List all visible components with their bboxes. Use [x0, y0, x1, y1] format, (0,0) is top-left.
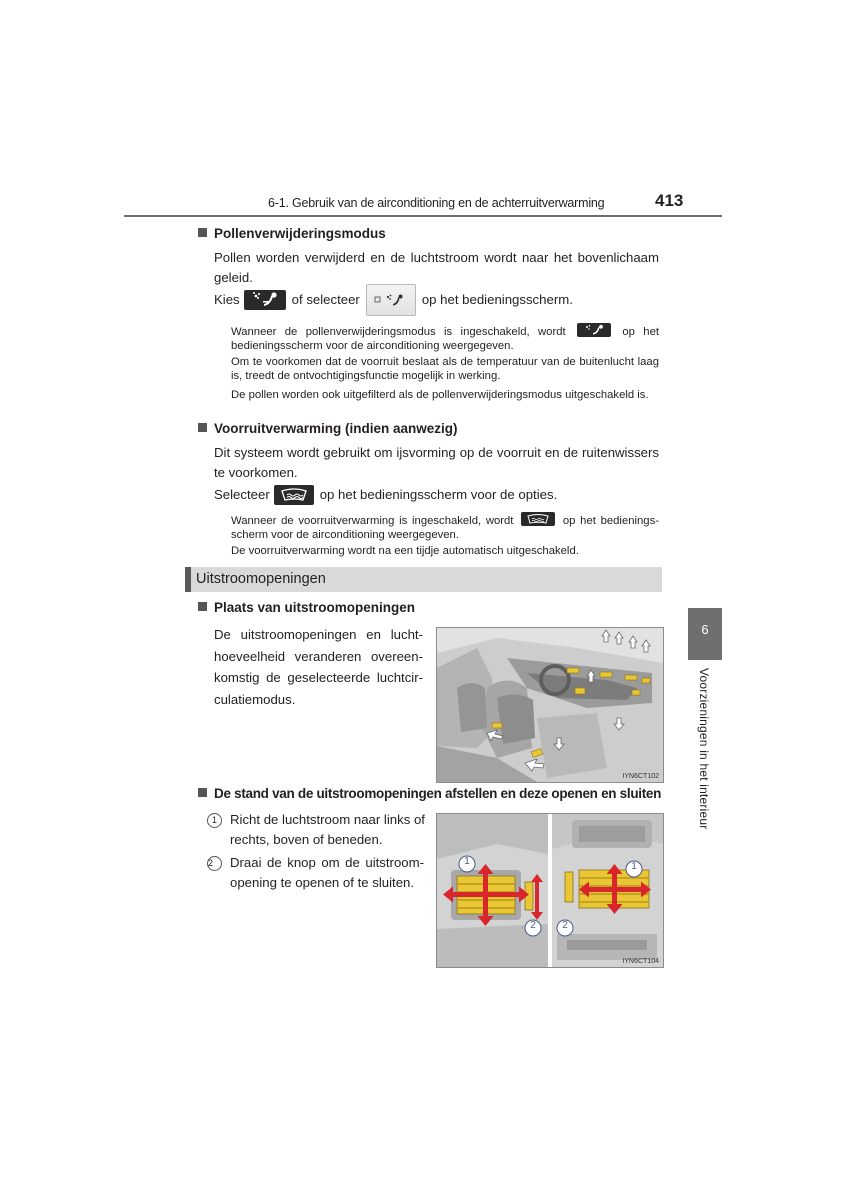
pollen-mode-indicator-icon	[577, 323, 611, 337]
bullet-square-icon	[198, 602, 207, 611]
figure-code-2: IYN6CT104	[622, 958, 659, 965]
vents-location-heading: Plaats van uitstroomopeningen	[198, 600, 415, 615]
windshield-paragraph: Dit systeem wordt gebruikt om ijsvorming op de voorruit en de ruitenwissers te voorkomen.	[214, 445, 659, 480]
callout-1-left: 1	[464, 856, 470, 867]
vents-step-1: 1 Richt de luchtstroom naar links of rechts, boven of beneden.	[207, 810, 427, 849]
pollen-heading: Pollenverwijderingsmodus	[198, 226, 386, 241]
chapter-tab-number: 6	[701, 622, 709, 637]
pollen-note-2: Om te voorkomen dat de voorruit beslaat als de temperatuur van de buitenlucht laag is, treedt de ontvochtigingsfunctie mogelijk in werking.	[231, 356, 659, 382]
pollen-note-3: De pollen worden ook uitgefilterd als de pollenverwijderingsmodus uitgeschakeld is.	[231, 389, 649, 401]
step-2-marker: 2	[207, 856, 222, 871]
pollen-select-line: Kies of selecteer op het bedieningsscherm.	[214, 284, 664, 316]
header-rule	[124, 215, 722, 217]
vents-adjust-heading: De stand van de uitstroomopeningen afstellen en deze openen en sluiten	[198, 786, 661, 801]
cabin-vents-illustration	[436, 627, 664, 783]
page-number: 413	[655, 191, 684, 210]
callout-2-left: 2	[530, 920, 536, 931]
figure-code-1: IYN6CT102	[622, 773, 659, 780]
windshield-note-2: De voorruitverwarming wordt na een tijdje automatisch uitgeschakeld.	[231, 545, 579, 557]
windshield-deicer-icon	[274, 485, 314, 505]
bullet-square-icon	[198, 228, 207, 237]
chapter-side-label: Voorzieningen in het interieur	[697, 668, 711, 830]
bullet-square-icon	[198, 423, 207, 432]
callout-2-right: 2	[562, 920, 568, 931]
pollen-note-1: Wanneer de pollenverwijderingsmodus is ingeschakeld, wordt op het bedieningsscherm voor de airconditioning weergegeven.	[231, 323, 659, 353]
bullet-square-icon	[198, 788, 207, 797]
running-header-title: 6-1. Gebruik van de airconditioning en de achterruitverwarming	[268, 196, 605, 210]
callout-1-right: 1	[631, 861, 637, 872]
vents-location-paragraph: De uitstroomopeningen en lucht-hoeveelheid veranderen overeen-komstig de geselecteerde luchtcir-culatiemodus.	[214, 627, 423, 707]
windshield-heading: Voorruitverwarming (indien aanwezig)	[198, 421, 458, 436]
section-title: Uitstroomopeningen	[196, 571, 326, 587]
pollen-paragraph: Pollen worden verwijderd en de luchtstroom wordt naar het bovenlichaam geleid.	[214, 250, 659, 285]
vent-adjust-illustration	[436, 813, 664, 968]
step-1-marker: 1	[207, 813, 222, 828]
pollen-screen-button	[366, 284, 416, 316]
windshield-deicer-indicator-icon	[521, 512, 555, 526]
vents-step-2: 2 Draai de knop om de uitstroom-opening te openen of te sluiten.	[208, 855, 424, 890]
windshield-select-line: Selecteer op het bedieningsscherm voor de opties.	[214, 484, 664, 506]
windshield-note-1: Wanneer de voorruitverwarming is ingeschakeld, wordt op het bedienings-scherm voor de airconditioning weergegeven.	[231, 512, 659, 542]
pollen-mode-icon	[244, 290, 286, 310]
